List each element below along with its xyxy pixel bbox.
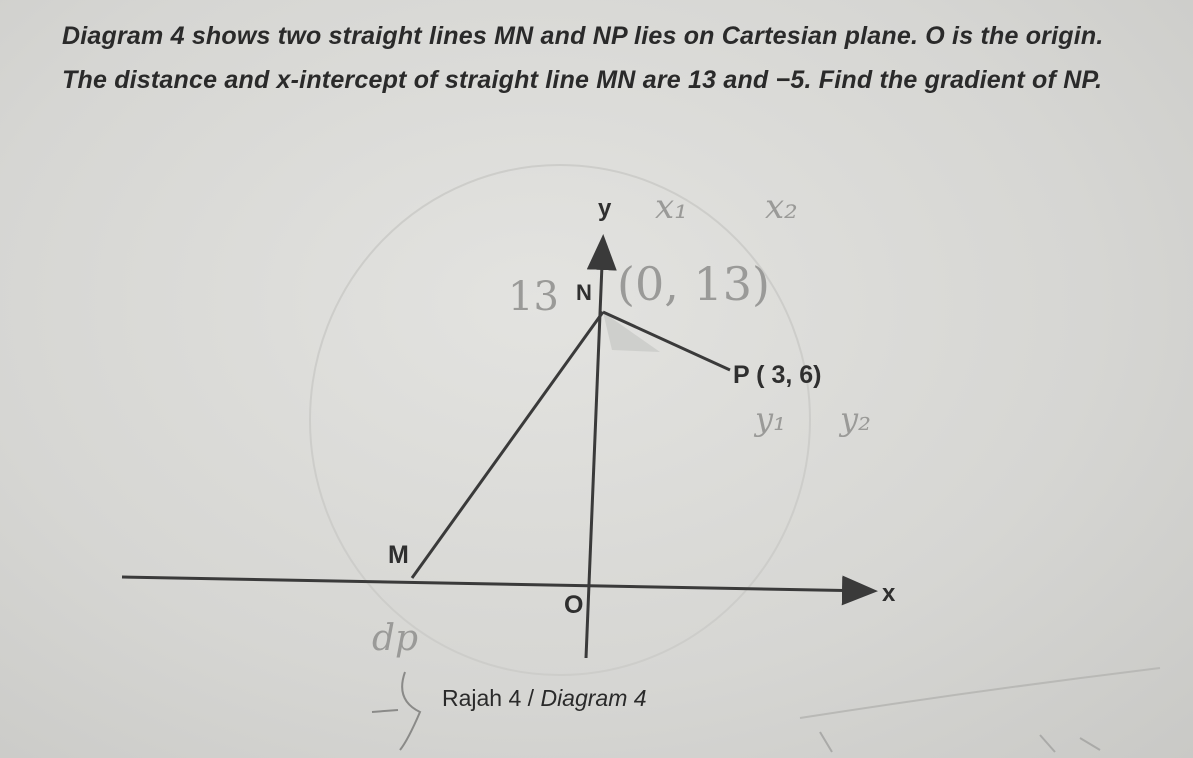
point-n-label: N — [576, 280, 592, 305]
handwritten-x1: x₁ — [655, 187, 688, 227]
question-line-1: Diagram 4 shows two straight lines MN and NP lies on Cartesian plane. O is the origin. — [62, 22, 1104, 50]
point-p-label: P ( 3, 6) — [733, 361, 822, 389]
x-axis — [122, 577, 872, 591]
question-line-2: The distance and x-intercept of straight line MN are 13 and −5. Find the gradient of NP. — [62, 66, 1103, 94]
line-mn — [412, 312, 603, 578]
caption-malay: Rajah 4 / — [442, 685, 541, 711]
handwritten-dp: dp — [372, 618, 419, 659]
pencil-shading — [603, 312, 660, 352]
origin-label: O — [564, 591, 584, 619]
handwritten-y2: y₂ — [840, 400, 871, 438]
handwritten-coords: (0, 13) — [617, 257, 770, 311]
handwritten-y1: y₁ — [755, 400, 786, 438]
pencil-marks-bottom — [820, 732, 1100, 752]
pencil-scribble-bottom-left — [372, 672, 420, 750]
pencil-stroke-bottom-right — [800, 668, 1160, 718]
axis-x-label: x — [882, 580, 896, 607]
axis-y-label: y — [598, 195, 612, 222]
caption-english: Diagram 4 — [540, 685, 647, 711]
diagram-caption — [442, 685, 647, 712]
pencil-circle — [310, 165, 810, 675]
point-m-label: M — [388, 541, 409, 569]
handwritten-13: 13 — [508, 274, 559, 320]
handwritten-x2: x₂ — [765, 187, 798, 227]
